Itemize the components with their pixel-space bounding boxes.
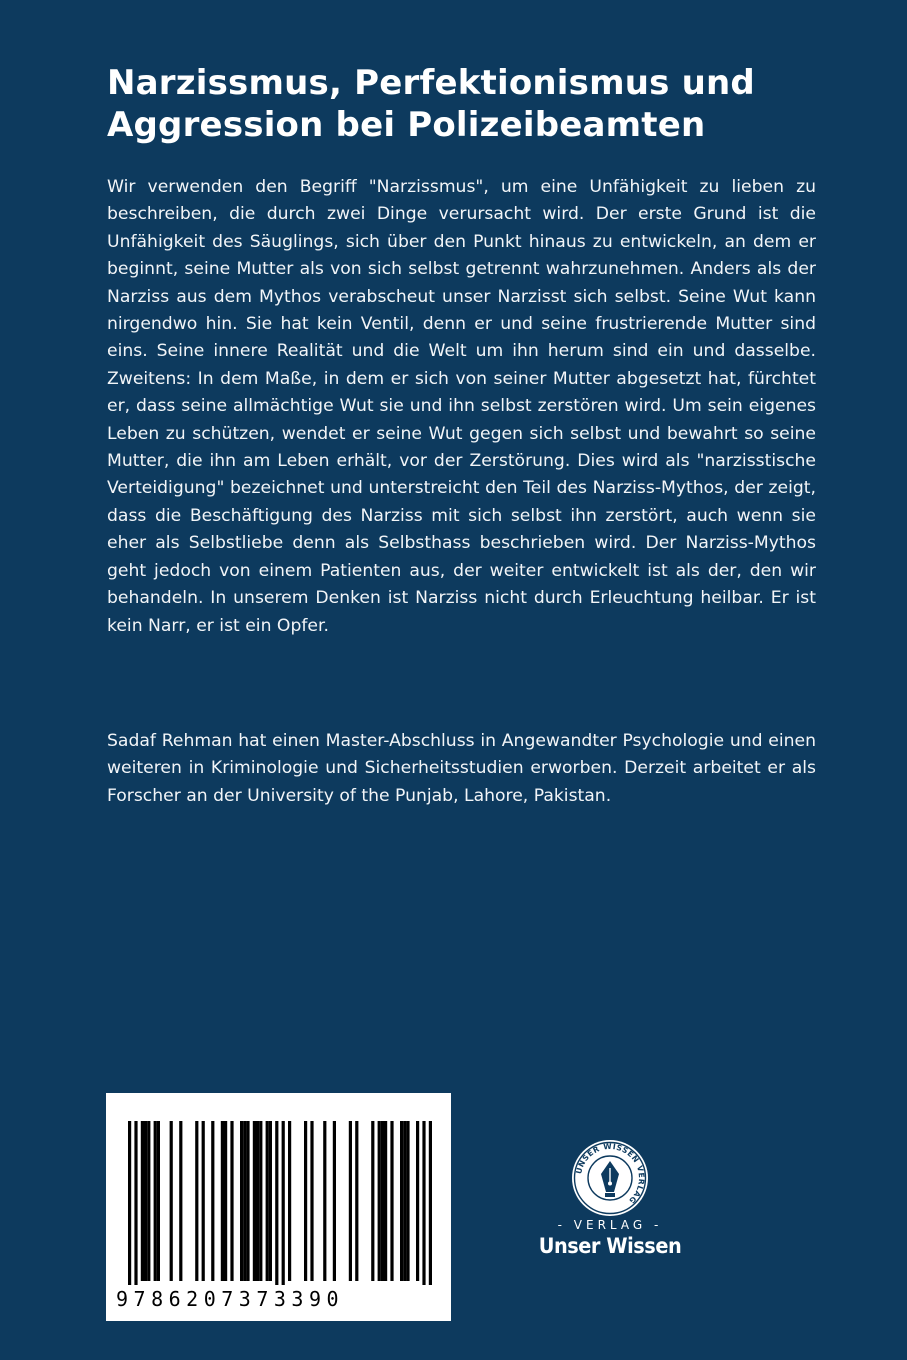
barcode-bar [246, 1121, 249, 1281]
barcode-bar [416, 1121, 419, 1281]
barcode-bar [154, 1121, 157, 1281]
barcode-bar [221, 1121, 224, 1281]
publisher-name: Unser Wissen [538, 1234, 682, 1258]
barcode-bar [259, 1121, 262, 1281]
barcode-bar [403, 1121, 406, 1281]
barcode-bar [134, 1121, 137, 1285]
fountain-pen-nib-icon [570, 1138, 650, 1218]
barcode-bar [371, 1121, 374, 1281]
barcode-bar [170, 1121, 173, 1281]
barcode-bar [179, 1121, 182, 1281]
publisher-label: - VERLAG - [557, 1218, 663, 1232]
barcode-bar [253, 1121, 256, 1281]
publisher-ring-text: UNSER WISSEN VERLAG [574, 1141, 647, 1206]
barcode-bar [282, 1121, 285, 1285]
barcode-bar [141, 1121, 144, 1281]
barcode-bar [333, 1121, 336, 1281]
barcode-bar [384, 1121, 387, 1281]
barcode-bar [230, 1121, 233, 1281]
barcode-bar [429, 1121, 432, 1285]
isbn-number: 9786207373390 [116, 1287, 345, 1311]
barcode-bar [381, 1121, 384, 1281]
barcode-bar [275, 1121, 278, 1285]
barcode-bar [355, 1121, 358, 1281]
book-title [107, 62, 827, 146]
barcode-bar [406, 1121, 409, 1281]
barcode-bar [243, 1121, 246, 1281]
barcode-bar [304, 1121, 307, 1281]
barcode-bar [224, 1121, 227, 1281]
barcode-bar [157, 1121, 160, 1281]
barcode-bar [256, 1121, 259, 1281]
barcode-bar [128, 1121, 131, 1285]
barcode-bar [202, 1121, 205, 1281]
barcode-bar [211, 1121, 214, 1281]
barcode-bar [147, 1121, 150, 1281]
barcode-bar [240, 1121, 243, 1281]
barcode-bar [266, 1121, 269, 1281]
title-line-2: Aggression bei Polizeibeamten [107, 105, 706, 145]
book-blurb: Wir verwenden den Begriff "Narzissmus", um eine Unfähigkeit zu lieben zu beschreiben, die durch zwei Dinge verursacht wird. Der erste Grund ist die Unfähigkeit des Säuglings, sich über den Punkt hinaus zu entwickeln, an dem er beginnt, seine Mutter als von sich selbst getrennt wahrzunehmen. Anders als der Narziss aus dem Mythos verabscheut unser Narzisst sich selbst. Seine Wut kann nirgendwo hin. Sie hat kein Ventil, denn er und seine frustrierende Mutter sind eins. Seine innere Realität und die Welt um ihn herum sind ein und dasselbe. Zweitens: In dem Maße, in dem er sich von seiner Mutter abgesetzt hat, fürchtet er, dass seine allmächtige Wut sie und ihn selbst zerstören wird. Um sein eigenes Leben zu schützen, wendet er seine Wut gegen sich selbst und bewahrt so seine Mutter, die ihn am Leben erhält, vor der Zerstörung. Dies wird als "narzisstische Verteidigung" bezeichnet und unterstreicht den Teil des Narziss-Mythos, der zeigt, dass die Beschäftigung des Narziss mit sich selbst ihn zerstört, auch wenn sie eher als Selbstliebe denn als Selbsthass beschrieben wird. Der Narziss-Mythos geht jedoch von einem Patienten aus, der weiter entwickelt ist als der, den wir behandeln. In unserem Denken ist Narziss nicht durch Erleuchtung heilbar. Er ist kein Narr, er ist ein Opfer. [107, 177, 816, 636]
barcode-bar [422, 1121, 425, 1285]
barcode-bar [195, 1121, 198, 1281]
isbn-barcode [106, 1093, 451, 1321]
author-bio: Sadaf Rehman hat einen Master-Abschluss in Angewandter Psychologie und einen weiteren in Kriminologie und Sicherheitsstudien erworben. Derzeit arbeitet er als Forscher an der University of the Punjab, Lahore, Pakistan. [107, 731, 816, 806]
barcode-bar [269, 1121, 272, 1281]
barcode-bar [310, 1121, 313, 1281]
barcode-bar [400, 1121, 403, 1281]
barcode-bar [349, 1121, 352, 1281]
publisher-logo [520, 1138, 700, 1268]
barcode-bar [378, 1121, 381, 1281]
barcode-bar [390, 1121, 393, 1281]
barcode-bar [144, 1121, 147, 1281]
barcode-bar [323, 1121, 326, 1281]
title-line-1: Narzissmus, Perfektionismus und [107, 63, 755, 103]
barcode-bar [288, 1121, 291, 1281]
